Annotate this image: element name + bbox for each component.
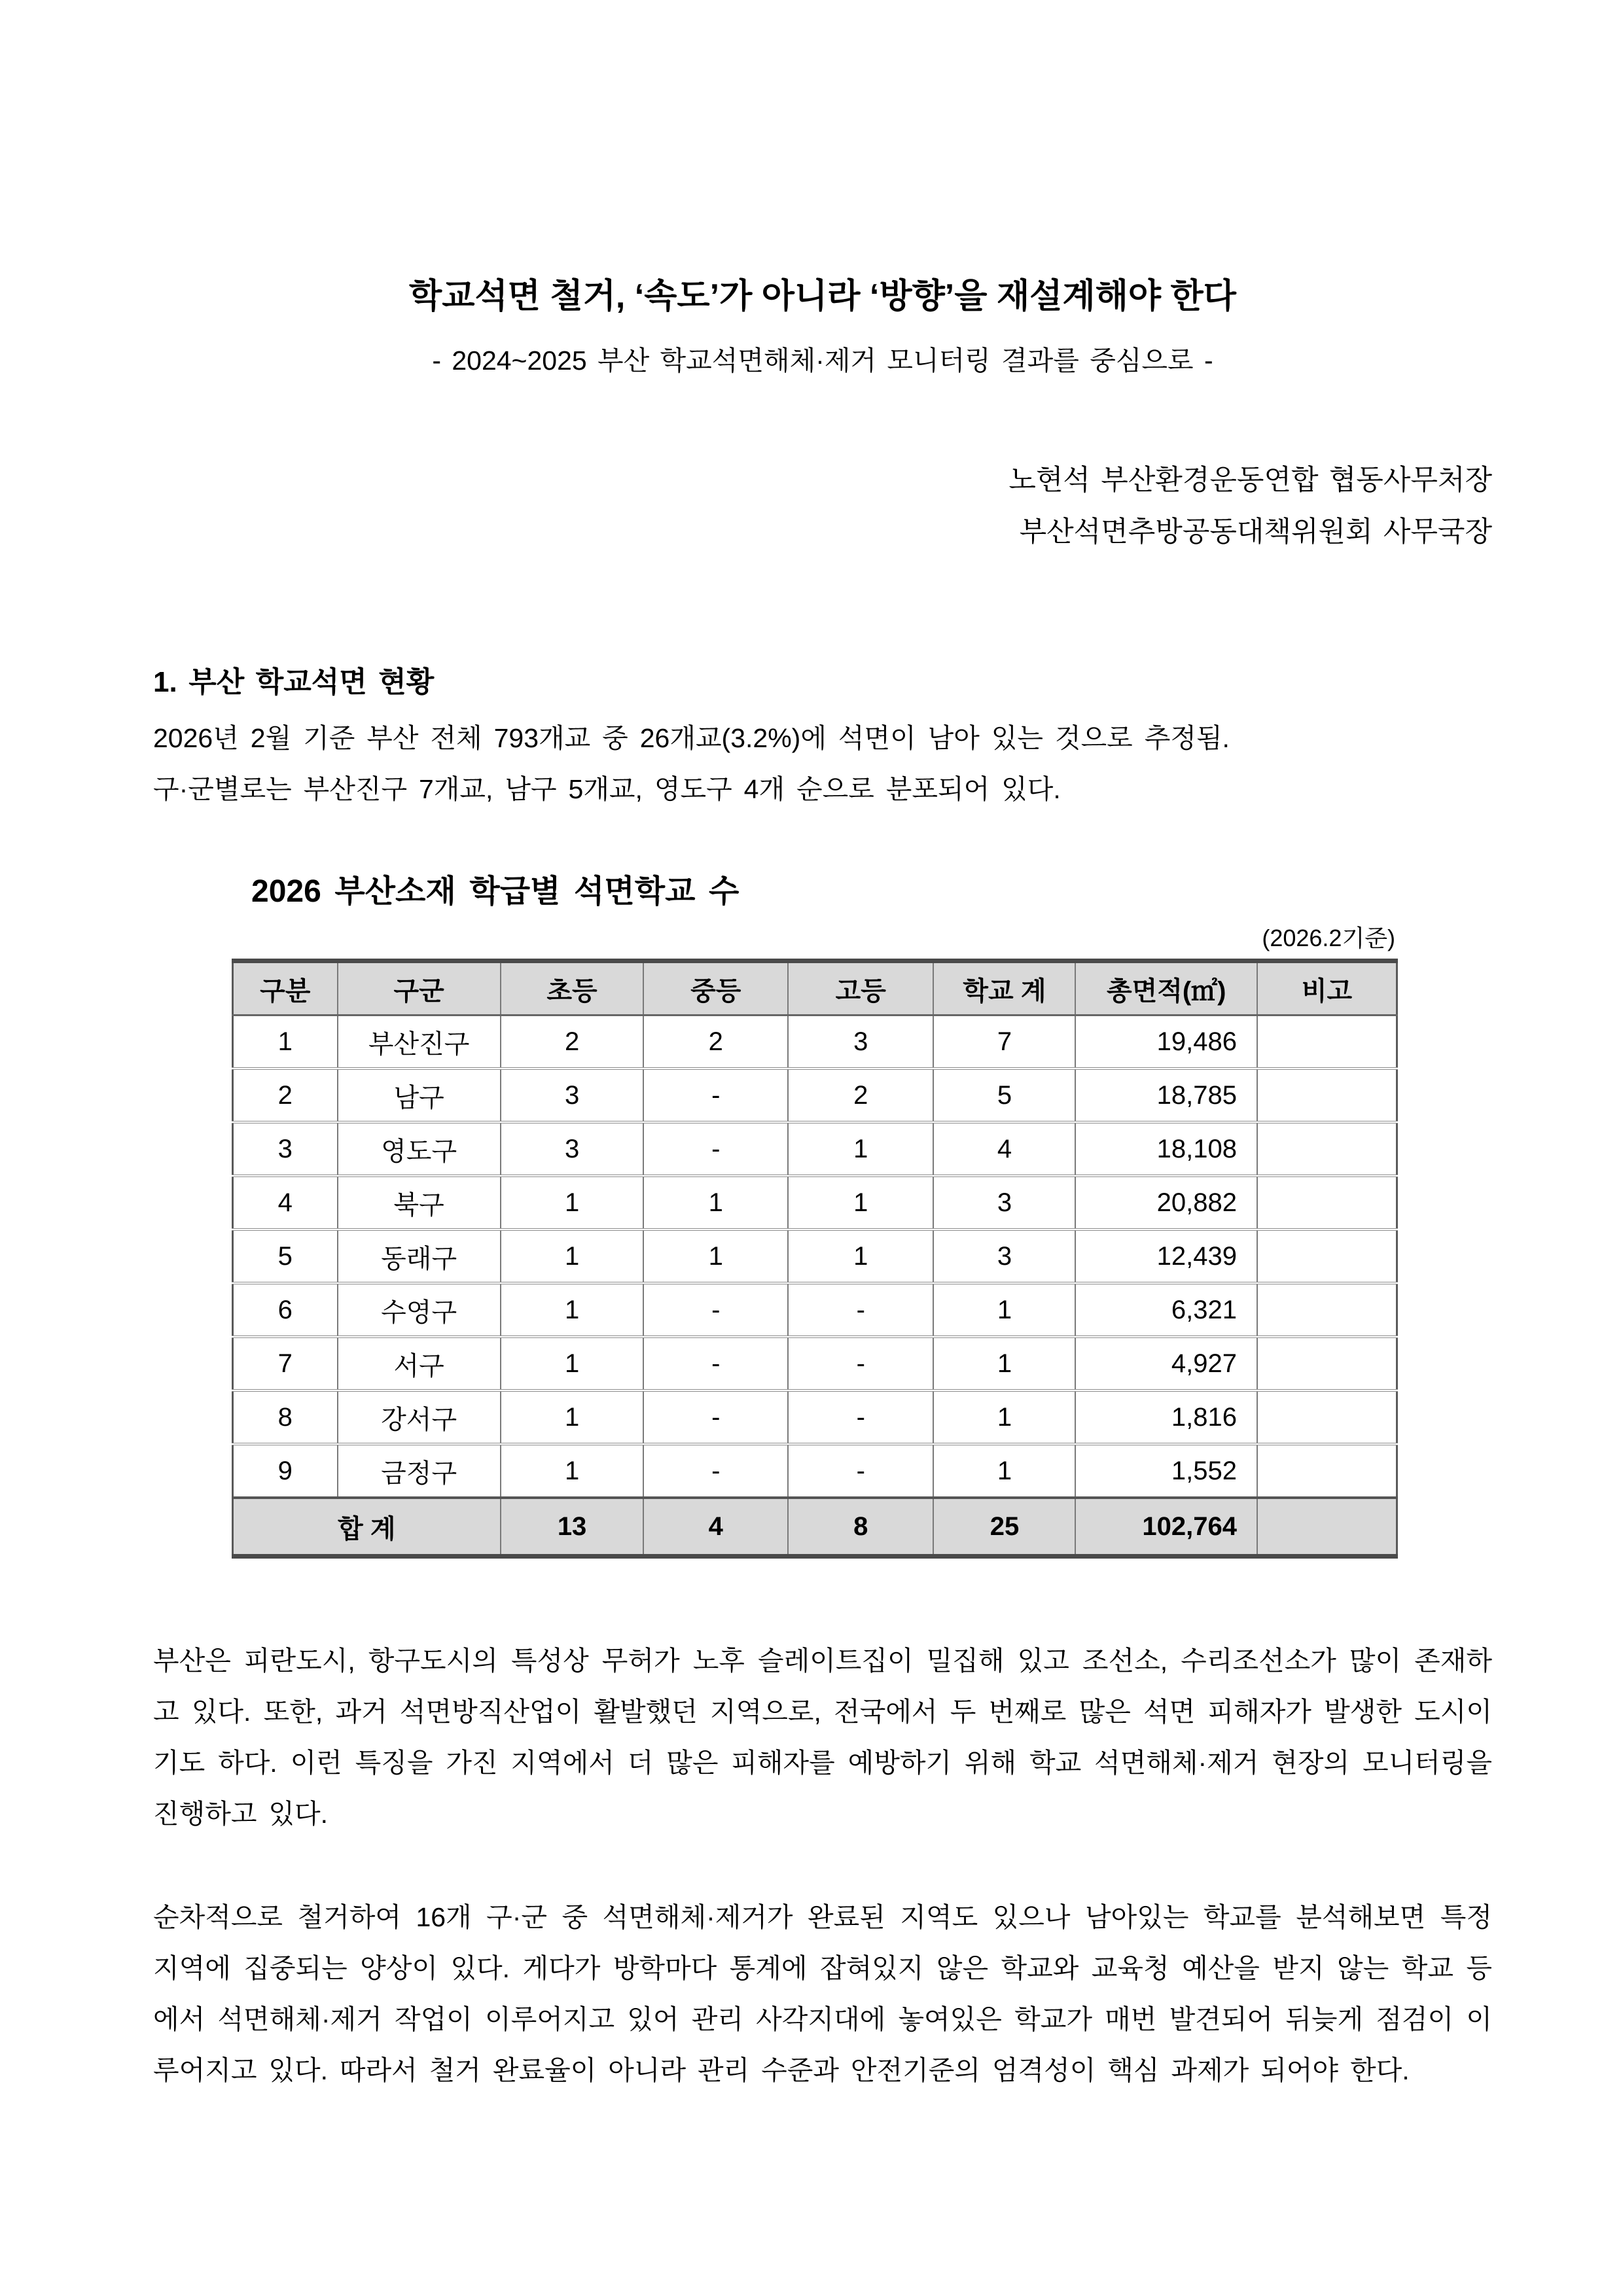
- cell-note: [1257, 1122, 1397, 1176]
- cell-high: 2: [788, 1069, 933, 1122]
- cell-note: [1257, 1444, 1397, 1498]
- cell-schools-total: 4: [933, 1122, 1075, 1176]
- cell-no: 2: [233, 1069, 338, 1122]
- cell-high: 1: [788, 1229, 933, 1283]
- table-row: [233, 1176, 1397, 1229]
- cell-note: [1257, 1176, 1397, 1229]
- table-row: [233, 1229, 1397, 1283]
- cell-elementary: 1: [501, 1229, 644, 1283]
- footer-middle: 4: [643, 1498, 788, 1557]
- cell-high: 1: [788, 1122, 933, 1176]
- cell-district: 서구: [338, 1337, 501, 1390]
- cell-note: [1257, 1016, 1397, 1069]
- cell-note: [1257, 1337, 1397, 1390]
- footer-area-total: 102,764: [1075, 1498, 1257, 1557]
- cell-middle: -: [643, 1069, 788, 1122]
- intro-line-2: 구·군별로는 부산진구 7개교, 남구 5개교, 영도구 4개 순으로 분포되어 있다.: [153, 773, 1061, 804]
- cell-schools-total: 3: [933, 1176, 1075, 1229]
- cell-schools-total: 1: [933, 1390, 1075, 1444]
- cell-district: 강서구: [338, 1390, 501, 1444]
- cell-middle: -: [643, 1337, 788, 1390]
- col-header-district: 구군: [338, 961, 501, 1016]
- cell-district: 금정구: [338, 1444, 501, 1498]
- cell-middle: -: [643, 1444, 788, 1498]
- cell-middle: -: [643, 1390, 788, 1444]
- cell-district: 북구: [338, 1176, 501, 1229]
- cell-area-total: 1,816: [1075, 1390, 1257, 1444]
- cell-note: [1257, 1283, 1397, 1337]
- footer-note: [1257, 1498, 1397, 1557]
- cell-middle: -: [643, 1122, 788, 1176]
- cell-no: 8: [233, 1390, 338, 1444]
- cell-elementary: 1: [501, 1390, 644, 1444]
- intro-line-1: 2026년 2월 기준 부산 전체 793개교 중 26개교(3.2%)에 석면이 남아 있는 것으로 추정됨.: [153, 722, 1230, 753]
- table-row: [233, 1016, 1397, 1069]
- cell-elementary: 3: [501, 1069, 644, 1122]
- cell-elementary: 1: [501, 1444, 644, 1498]
- cell-schools-total: 3: [933, 1229, 1075, 1283]
- table-header-row: [233, 961, 1397, 1016]
- cell-no: 7: [233, 1337, 338, 1390]
- byline: [153, 455, 1492, 559]
- table-row: [233, 1337, 1397, 1390]
- cell-schools-total: 5: [933, 1069, 1075, 1122]
- col-header-middle: 중등: [643, 961, 788, 1016]
- section-heading: 1. 부산 학교석면 현황: [153, 665, 435, 698]
- cell-elementary: 1: [501, 1176, 644, 1229]
- cell-middle: -: [643, 1283, 788, 1337]
- cell-district: 동래구: [338, 1229, 501, 1283]
- table-row: [233, 1283, 1397, 1337]
- col-header-schools-total: 학교 계: [933, 961, 1075, 1016]
- cell-high: -: [788, 1390, 933, 1444]
- cell-note: [1257, 1229, 1397, 1283]
- cell-schools-total: 7: [933, 1016, 1075, 1069]
- cell-high: 3: [788, 1016, 933, 1069]
- cell-high: 1: [788, 1176, 933, 1229]
- table-caption: (2026.2기준): [1262, 925, 1395, 952]
- cell-area-total: 18,785: [1075, 1069, 1257, 1122]
- footer-elementary: 13: [501, 1498, 644, 1557]
- doc-title: 학교석면 철거, ‘속도’가 아니라 ‘방향’을 재설계해야 한다: [408, 277, 1237, 315]
- cell-note: [1257, 1390, 1397, 1444]
- col-header-no: 구분: [233, 961, 338, 1016]
- table-block: [232, 866, 1398, 1559]
- cell-area-total: 1,552: [1075, 1444, 1257, 1498]
- cell-high: -: [788, 1337, 933, 1390]
- asbestos-schools-table: [232, 959, 1398, 1559]
- para-management-gap: 순차적으로 철거하여 16개 구·군 중 석면해체·제거가 완료된 지역도 있으나 남아있는 학교를 분석해보면 특정 지역에 집중되는 양상이 있다. 게다가 방학마다 통계에 잡혀있지 않은 학교와 교육청 예산을 받지 않는 학교 등에서 석면해체·제거 작업이 이루어지고 있어 관리 사각지대에 놓여있은 학교가 매번 발견되어 뒤늦게 점검이 이루어지고 있다. 따라서 철거 완료율이 아니라 관리 수준과 안전기준의 엄격성이 핵심 과제가 되어야 한다.: [153, 1902, 1492, 2085]
- footer-schools-total: 25: [933, 1498, 1075, 1557]
- table-row: [233, 1444, 1397, 1498]
- cell-no: 4: [233, 1176, 338, 1229]
- footer-label: 합 계: [233, 1498, 501, 1557]
- cell-district: 영도구: [338, 1122, 501, 1176]
- cell-schools-total: 1: [933, 1283, 1075, 1337]
- cell-area-total: 19,486: [1075, 1016, 1257, 1069]
- intro-paragraph: [153, 713, 1492, 815]
- cell-area-total: 4,927: [1075, 1337, 1257, 1390]
- table-row: [233, 1390, 1397, 1444]
- cell-no: 5: [233, 1229, 338, 1283]
- cell-elementary: 1: [501, 1337, 644, 1390]
- cell-area-total: 6,321: [1075, 1283, 1257, 1337]
- cell-elementary: 3: [501, 1122, 644, 1176]
- cell-no: 3: [233, 1122, 338, 1176]
- cell-schools-total: 1: [933, 1337, 1075, 1390]
- cell-middle: 2: [643, 1016, 788, 1069]
- col-header-area-total: 총면적(㎡): [1075, 961, 1257, 1016]
- para-busan-context: 부산은 피란도시, 항구도시의 특성상 무허가 노후 슬레이트집이 밀집해 있고 조선소, 수리조선소가 많이 존재하고 있다. 또한, 과거 석면방직산업이 활발했던 지역으로, 전국에서 두 번째로 많은 석면 피해자가 발생한 도시이기도 하다. 이런 특징을 가진 지역에서 더 많은 피해자를 예방하기 위해 학교 석면해체·제거 현장의 모니터링을 진행하고 있다.: [153, 1646, 1492, 1829]
- cell-area-total: 20,882: [1075, 1176, 1257, 1229]
- table-row: [233, 1069, 1397, 1122]
- cell-no: 9: [233, 1444, 338, 1498]
- cell-elementary: 1: [501, 1283, 644, 1337]
- cell-no: 1: [233, 1016, 338, 1069]
- cell-district: 남구: [338, 1069, 501, 1122]
- table-row: [233, 1122, 1397, 1176]
- doc-subtitle: - 2024~2025 부산 학교석면해체·제거 모니터링 결과를 중심으로 -: [432, 345, 1213, 376]
- cell-high: -: [788, 1283, 933, 1337]
- cell-schools-total: 1: [933, 1444, 1075, 1498]
- footer-high: 8: [788, 1498, 933, 1557]
- cell-middle: 1: [643, 1229, 788, 1283]
- byline-author-role-2: 부산석면추방공동대책위원회 사무국장: [1019, 516, 1492, 548]
- cell-area-total: 18,108: [1075, 1122, 1257, 1176]
- col-header-high: 고등: [788, 961, 933, 1016]
- cell-no: 6: [233, 1283, 338, 1337]
- col-header-note: 비고: [1257, 961, 1397, 1016]
- table-footer-row: [233, 1498, 1397, 1557]
- col-header-elementary: 초등: [501, 961, 644, 1016]
- cell-elementary: 2: [501, 1016, 644, 1069]
- cell-high: -: [788, 1444, 933, 1498]
- cell-district: 부산진구: [338, 1016, 501, 1069]
- cell-middle: 1: [643, 1176, 788, 1229]
- table-title: 2026 부산소재 학급별 석면학교 수: [251, 874, 740, 910]
- cell-note: [1257, 1069, 1397, 1122]
- cell-area-total: 12,439: [1075, 1229, 1257, 1283]
- byline-author-role-1: 노현석 부산환경운동연합 협동사무처장: [1008, 464, 1492, 496]
- cell-district: 수영구: [338, 1283, 501, 1337]
